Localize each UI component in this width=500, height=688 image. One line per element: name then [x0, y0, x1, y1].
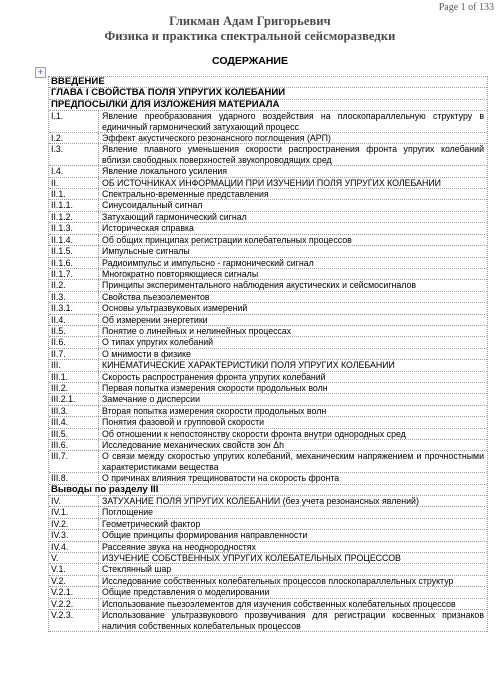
toc-row-number: V.2.: [49, 576, 99, 586]
toc-row-text: Рассеяние звука на неоднородностях: [102, 541, 256, 552]
toc-row-text: Затухающий гармонический сигнал: [102, 211, 247, 222]
toc-row: [49, 292, 487, 303]
toc-row-text: Замечание о дисперсии: [102, 394, 200, 405]
toc-row-text: Исследование механических свойств зон Δh: [102, 440, 284, 450]
toc-row-text: Общие принципы формирования направленности: [102, 530, 308, 541]
toc-row-text: Импульсные сигналы: [102, 246, 190, 257]
toc-row: [49, 223, 487, 234]
toc-row-number: II.3.: [49, 292, 99, 302]
toc-row-text: Спектрально-временные представления: [102, 189, 269, 200]
toc-row: [49, 406, 487, 417]
toc-row-text: ОБ ИСТОЧНИКАХ ИНФОРМАЦИИ ПРИ ИЗУЧЕНИИ ПОЛЯ УПРУГИХ КОЛЕБАНИИ: [102, 177, 441, 188]
toc-row: [49, 189, 487, 200]
toc-row: [49, 440, 487, 451]
toc-row-number: I.3.: [49, 144, 99, 165]
book-title-header: Физика и практика спектральной сейсморазведки: [104, 29, 396, 43]
toc-row-text: ИЗУЧЕНИЕ СОБСТВЕННЫХ УПРУГИХ КОЛЕБАТЕЛЬНЫХ ПРОЦЕССОВ: [102, 553, 401, 564]
toc-row-number: IV.1.: [49, 507, 99, 517]
toc-row: [49, 530, 487, 541]
toc-table: [48, 76, 488, 632]
toc-row-number: III.7.: [49, 451, 99, 472]
move-table-icon[interactable]: +: [35, 67, 46, 78]
toc-row-text: Общие представления о моделировании: [102, 587, 270, 598]
toc-row: [49, 610, 487, 632]
toc-row-number: IV.3.: [49, 530, 99, 540]
toc-row-number: III.3.: [49, 406, 99, 416]
toc-row: [49, 178, 487, 189]
toc-row-number: V.2.2.: [49, 599, 99, 609]
toc-row: [49, 417, 487, 428]
toc-row-number: IV.4.: [49, 542, 99, 552]
toc-row-number: II.6.: [49, 337, 99, 347]
toc-row-number: II.1.6.: [49, 258, 99, 268]
toc-row-number: II.: [49, 178, 99, 188]
toc-row-text: Скорость распространения фронта упругих колебаний: [102, 371, 326, 382]
toc-row: [49, 429, 487, 440]
toc-row-number: V.1.: [49, 564, 99, 574]
toc-row-text: Вторая попытка измерения скорости продольных волн: [102, 405, 327, 416]
toc-row: [49, 212, 487, 223]
toc-row-number: III.2.1.: [49, 394, 99, 404]
toc-row-text: Свойства пьезоэлементов: [102, 291, 210, 302]
toc-row-number: II.1.4.: [49, 235, 99, 245]
toc-row: [49, 133, 487, 144]
toc-row-number: II.1.3.: [49, 223, 99, 233]
toc-row: [49, 100, 487, 111]
toc-row: [49, 372, 487, 383]
toc-row-number: III.8.: [49, 473, 99, 483]
toc-row-text: Явление преобразования ударного воздействия на плоскопараллельную структуру в единичный гармонический затухающий процесс: [102, 111, 484, 132]
toc-row: [49, 564, 487, 575]
toc-row-text: Понятия фазовой и групповой скорости: [102, 417, 265, 428]
toc-row-number: V.: [49, 553, 99, 563]
toc-row: [49, 166, 487, 177]
toc-row: [49, 337, 487, 348]
toc-row-text: Эффект акустического резонансного поглощения (АРП): [102, 133, 331, 144]
toc-row-text: Явление плавного уменьшения скорости распространения фронта упругих колебаний вблизи свободных поверхностей звукопроводящих сред: [102, 144, 484, 165]
toc-row: [49, 553, 487, 564]
toc-row-number: III.1.: [49, 372, 99, 382]
toc-row-text: О связи между скоростью упругих колебаний, механическим напряжением и прочностными характеристиками вещества: [102, 451, 484, 472]
toc-row-text: Первая попытка измерения скорости продольных волн: [102, 382, 328, 393]
toc-row: [49, 587, 487, 598]
toc-row-number: II.4.: [49, 315, 99, 325]
toc-row-number: III.2.: [49, 383, 99, 393]
toc-title: СОДЕРЖАНИЕ: [212, 55, 288, 67]
toc-row: [49, 496, 487, 507]
toc-row-text: Понятие о линейных и нелинейных процессах: [102, 325, 292, 336]
toc-row: [49, 576, 487, 587]
toc-row-text: О причинах влияния трещиноватости на скорость фронта: [102, 473, 340, 484]
toc-row-text: ГЛАВА I СВОЙСТВА ПОЛЯ УПРУГИХ КОЛЕБАНИИ: [51, 87, 286, 99]
toc-row-text: Использование пьезоэлементов для изучения собственных колебательных процессов: [102, 598, 456, 609]
author-header: Гликман Адам Григорьевич: [169, 14, 331, 28]
toc-row: [49, 200, 487, 211]
toc-row-text: О мнимости в физике: [102, 348, 191, 359]
toc-row: [49, 235, 487, 246]
toc-row: [49, 473, 487, 484]
toc-row: [49, 111, 487, 133]
toc-row-number: I.2.: [49, 133, 99, 143]
toc-row-text: Поглощение: [102, 507, 154, 518]
toc-row-number: II.7.: [49, 349, 99, 359]
toc-row: [49, 315, 487, 326]
toc-row-number: II.1.2.: [49, 212, 99, 222]
toc-row-text: ЗАТУХАНИЕ ПОЛЯ УПРУГИХ КОЛЕБАНИИ (без учета резонансных явлений): [102, 496, 419, 507]
toc-row-number: II.1.7.: [49, 269, 99, 279]
toc-row-number: II.2.: [49, 280, 99, 290]
toc-row-text: ПРЕДПОСЫЛКИ ДЛЯ ИЗЛОЖЕНИЯ МАТЕРИАЛА: [51, 98, 280, 110]
toc-row: [49, 258, 487, 269]
toc-row-number: IV.2.: [49, 519, 99, 529]
toc-row: [49, 360, 487, 371]
toc-row-number: V.2.1.: [49, 587, 99, 597]
toc-row-number: III.: [49, 360, 99, 370]
toc-row: [49, 280, 487, 291]
toc-row-number: II.1.1.: [49, 200, 99, 210]
toc-row-number: V.2.3.: [49, 610, 99, 631]
toc-row-number: II.3.1.: [49, 303, 99, 313]
toc-row: [49, 326, 487, 337]
toc-row-number: III.4.: [49, 417, 99, 427]
toc-row-number: II.1.5.: [49, 246, 99, 256]
toc-row-number: III.5.: [49, 429, 99, 439]
toc-row: [49, 507, 487, 518]
toc-row-text: Исследование собственных колебательных процессов плоскопараллельных структур: [102, 575, 454, 586]
toc-row-text: Выводы по разделу III: [51, 483, 159, 495]
toc-row-text: Основы ультразвуковых измерений: [102, 303, 248, 314]
toc-row: [49, 394, 487, 405]
toc-row-text: Синусоидальный сигнал: [102, 200, 203, 211]
toc-row: [49, 599, 487, 610]
toc-row-text: Явление локального усиления: [102, 166, 228, 177]
toc-row-text: О типах упругих колебаний: [102, 337, 214, 348]
toc-row-text: ВВЕДЕНИЕ: [51, 76, 105, 87]
toc-row-text: Геометрический фактор: [102, 518, 201, 529]
toc-row: [49, 542, 487, 553]
toc-row-text: Об отношении к непостоянству скорости фронта внутри однородных сред: [102, 428, 406, 439]
toc-row: [49, 451, 487, 473]
toc-row: [49, 349, 487, 360]
toc-row-text: Использование ультразвукового прозвучивания для регистрации косвенных признаков наличия собственных колебательных процессов: [102, 610, 484, 631]
page-indicator: Page 1 of 133: [438, 2, 494, 13]
toc-row-number: IV.: [49, 496, 99, 506]
toc-row: [49, 303, 487, 314]
toc-row-text: Многократно повторяющиеся сигналы: [102, 268, 259, 279]
toc-row-text: Историческая справка: [102, 223, 194, 234]
toc-row: [49, 519, 487, 530]
toc-row-text: КИНЕМАТИЧЕСКИЕ ХАРАКТЕРИСТИКИ ПОЛЯ УПРУГИХ КОЛЕБАНИИ: [102, 360, 395, 371]
toc-row-number: II.5.: [49, 326, 99, 336]
toc-row-text: Стеклянный шар: [102, 564, 172, 575]
toc-row-number: I.4.: [49, 166, 99, 176]
toc-row: [49, 269, 487, 280]
toc-row: [49, 485, 487, 496]
toc-row-text: Принципы экспериментального наблюдения акустических и сейсмосигналов: [102, 280, 417, 291]
toc-row: [49, 246, 487, 257]
toc-row-number: I.1.: [49, 111, 99, 132]
toc-row-text: Об общих принципах регистрации колебательных процессов: [102, 234, 352, 245]
toc-row-text: Об измерении энергетики: [102, 314, 208, 325]
toc-row: [49, 383, 487, 394]
toc-row-number: II.1.: [49, 189, 99, 199]
toc-row: [49, 144, 487, 166]
toc-row-number: III.6.: [49, 440, 99, 450]
toc-row-text: Радиоимпульс и импульсно - гармонический сигнал: [102, 257, 314, 268]
